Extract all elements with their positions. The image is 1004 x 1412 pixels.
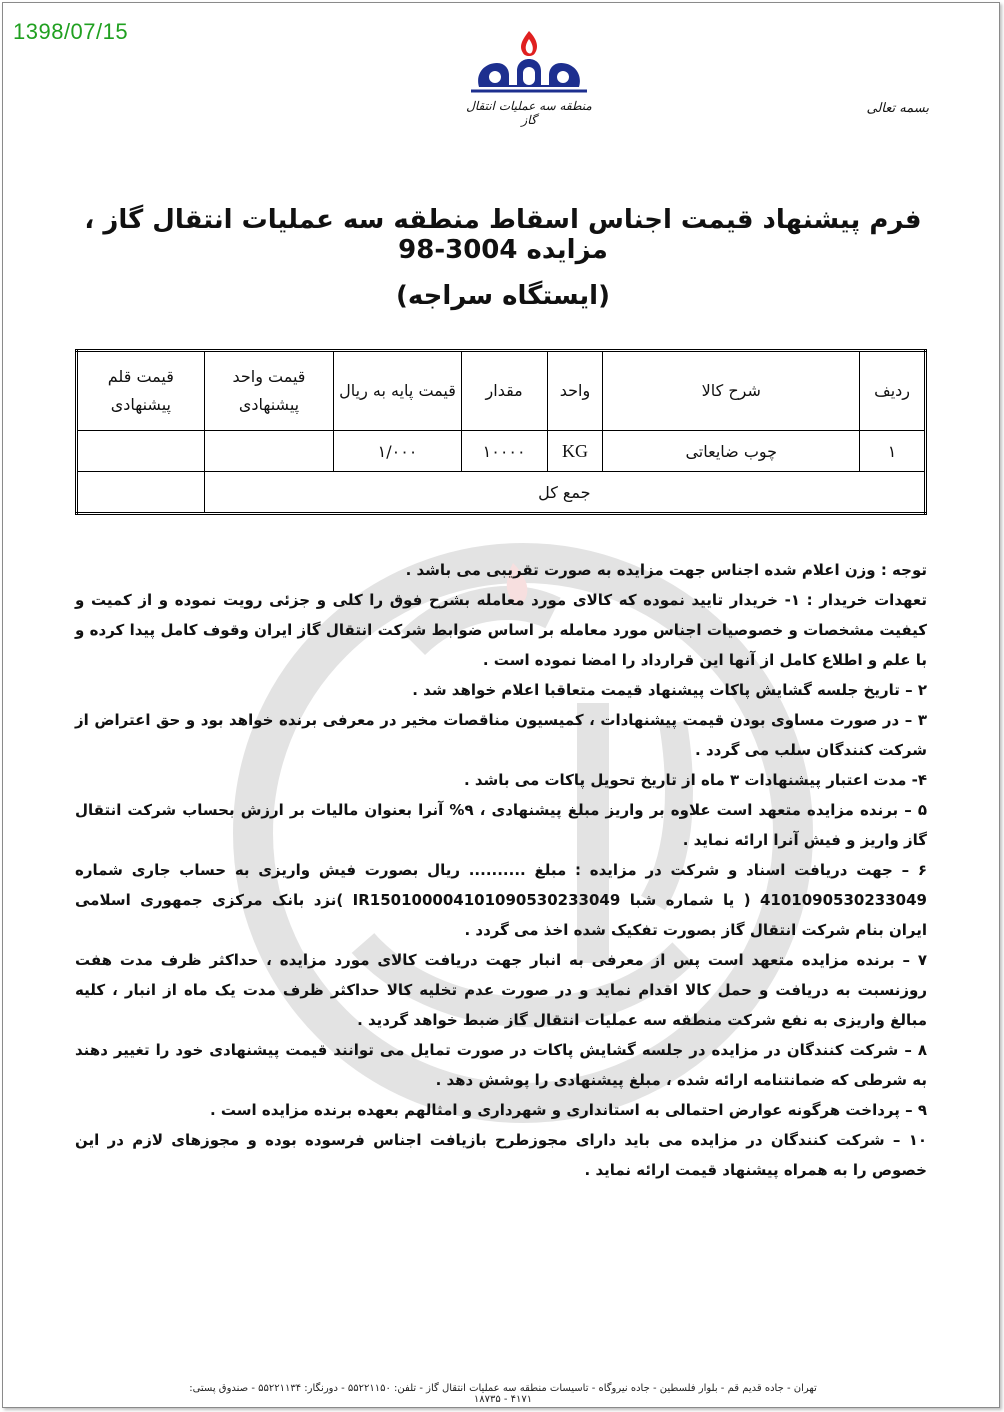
note-item: ۹ – پرداخت هرگونه عوارض احتمالی به استانداری و شهرداری و امثالهم بعهده برنده مزایده است .: [209, 1101, 927, 1119]
cell-row-number: ۱: [860, 431, 926, 472]
cell-description: چوب ضایعاتی: [603, 431, 860, 472]
table-row: [77, 431, 926, 472]
gas-flame-logo-icon: [461, 27, 597, 99]
cell-quantity: ۱۰۰۰۰: [461, 431, 547, 472]
note-item: ۱۰ – شرکت کنندگان در مزایده می باید دارای مجوزطرح بازیافت اجناس فرسوده بوده و مجوزهای لازم در این خصوص را به همراه پیشنهاد قیمت ارائه نماید .: [75, 1131, 927, 1179]
note-item: ۵ – برنده مزایده متعهد است علاوه بر واریز مبلغ پیشنهادی ، ۹% آنرا بعنوان مالیات بر ارزش بحساب شرکت انتقال گاز واریز و فیش آنرا ارائه نماید .: [75, 801, 928, 849]
header-cell-unit-price: قیمت واحد پیشنهادی: [204, 351, 334, 431]
total-label: جمع کل: [204, 472, 925, 514]
basmala-heading: بسمه تعالی: [866, 101, 929, 116]
note-item: تعهدات خریدار : ۱- خریدار تایید نموده که کالای مورد معامله بشرح فوق را کلی و جزئی رویت نموده و از کمیت و کیفیت مشخصات و خصوصیات اجناس مورد معامله بر اساس ضوابط شرکت انتقال گاز ایران وقوف کامل پیدا کرده و با علم و اطلاع کامل از آنها این قرارداد را امضا نموده است .: [75, 591, 927, 669]
note-item: ۶ – جهت دریافت اسناد و شرکت در مزایده : مبلغ .......... ریال بصورت فیش واریزی به حساب جاری شماره 4101090530233049 ( یا شماره شبا IR150100004101090530233049 )نزد بانک مرکزی جمهوری اسلامی ایران بنام شرکت انتقال گاز بصورت تفکیک شده اخذ می گردد .: [75, 861, 927, 939]
note-item: ۳ – در صورت مساوی بودن قیمت پیشنهادات ، کمیسیون مناقصات مخیر در معرفی برنده خواهد بود و حق اعتراض از شرکت کنندگان سلب می گردد .: [75, 711, 927, 759]
header-cell-description: شرح کالا: [603, 351, 860, 431]
header-cell-row-number: ردیف: [860, 351, 926, 431]
header-cell-quantity: مقدار: [461, 351, 547, 431]
total-value: [77, 472, 205, 514]
notes-section: [75, 555, 927, 1185]
cell-item-price: [77, 431, 205, 472]
table-header-row: [77, 351, 926, 431]
table-total-row: [77, 472, 926, 514]
header-cell-item-price: قیمت قلم پیشنهادی: [77, 351, 205, 431]
form-subtitle: (ایستگاه سراجه): [396, 281, 610, 311]
date-stamp: 1398/07/15: [13, 19, 129, 44]
cell-unit-price: [204, 431, 334, 472]
note-item: ۸ – شرکت کنندگان در مزایده در جلسه گشایش پاکات در صورت تمایل می توانند قیمت پیشنهادی خود را تغییر دهند به شرطی که ضمانتنامه ارائه شده ، مبلغ پیشنهادی را پوشش دهد .: [75, 1041, 927, 1089]
header-cell-base-price: قیمت پایه به ریال: [334, 351, 461, 431]
note-item: ۴- مدت اعتبار پیشنهادات ۳ ماه از تاریخ تحویل پاکات می باشد .: [463, 771, 927, 789]
note-item: توجه : وزن اعلام شده اجناس جهت مزایده به صورت تقریبی می باشد .: [405, 561, 927, 579]
note-item: ۷ – برنده مزایده متعهد است پس از معرفی به انبار جهت دریافت کالای مورد مزایده ، حداکثر ظرف مدت هفت روزنسبت به دریافت و حمل کالا اقدام نماید و در صورت عدم تخلیه کالا حداکثر ظرف مدت یک ماه از انبار ، کلیه مبالغ واریزی به نفع شرکت منطقه سه عملیات انتقال گاز ضبط خواهد گردید .: [75, 951, 927, 1029]
cell-unit: KG: [547, 431, 603, 472]
price-table: [75, 349, 927, 515]
note-item: ۲ – تاریخ جلسه گشایش پاکات پیشنهاد قیمت متعاقبا اعلام خواهد شد .: [412, 681, 927, 699]
document-page: [2, 2, 1000, 1408]
cell-base-price: ۱/۰۰۰: [334, 431, 461, 472]
footer-address: تهران - جاده قدیم قم - بلوار فلسطین - جاده نیروگاه - تاسیسات منطقه سه عملیات انتقال گاز - تلفن: ۵۵۲۲۱۱۵۰ - دورنگار: ۵۵۲۲۱۱۳۴ - صندوق پستی: ۴۱۷۱ - ۱۸۷۳۵: [189, 1383, 817, 1405]
form-title: فرم پیشنهاد قیمت اجناس اسقاط منطقه سه عملیات انتقال گاز ، مزایده 3004-98: [84, 205, 922, 265]
header-cell-unit: واحد: [547, 351, 603, 431]
logo-caption: منطقه سه عملیات انتقال گاز: [466, 99, 592, 127]
